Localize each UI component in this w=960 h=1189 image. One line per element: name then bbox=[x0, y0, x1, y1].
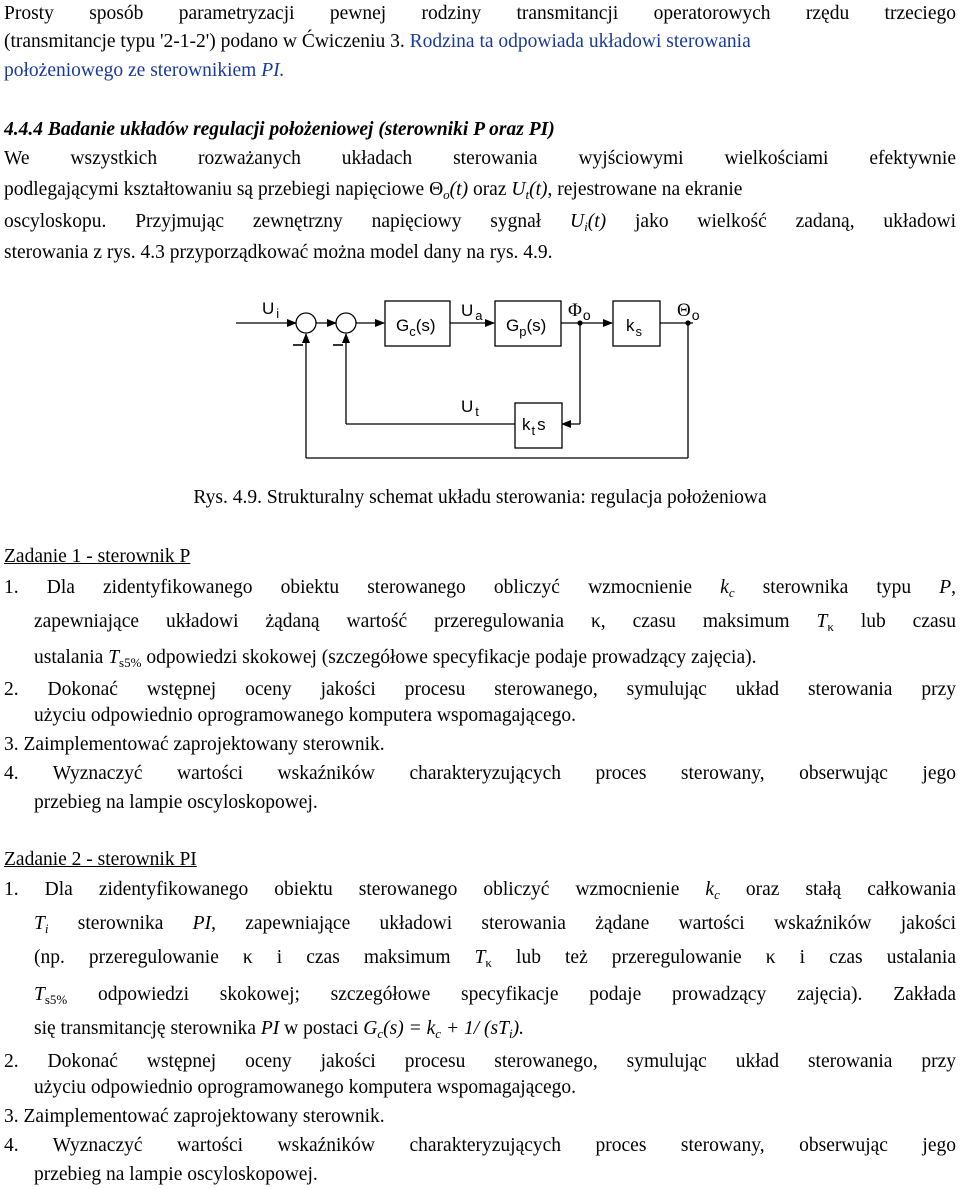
summing-junction-2 bbox=[336, 313, 356, 333]
task2-item2-line2: użyciu odpowiednio oprogramowanego komputera wspomagającego. bbox=[34, 1077, 577, 1098]
pi-controller-formula: $G_c(s) = k_c + 1/$ $(sT_i)$. bbox=[363, 1018, 524, 1041]
u-t-of-t: $U_t(t)$ bbox=[511, 179, 548, 202]
section-para-line-3: oscyloskopu. Przyjmując zewnętrzny napięciowy sygnał $U_i(t)$ jako wielkość zadaną, układowi bbox=[4, 211, 956, 234]
intro-line-2: (transmitancje typu '2-1-2') podano w Ćwiczeniu 3. Rodzina ta odpowiada układowi sterowania bbox=[4, 31, 751, 52]
u-i-of-t: $U_i(t)$ bbox=[570, 211, 607, 234]
block-diagram bbox=[0, 0, 960, 480]
task1-item2-line2: użyciu odpowiednio oprogramowanego komputera wspomagającego. bbox=[34, 705, 577, 726]
section-para-line-1: We wszystkich rozważanych układach sterowania wyjściowymi wielkościami efektywnie bbox=[4, 148, 956, 169]
task2-item1-line3: (np. przeregulowanie κ i czas maksimum $T_\kappa$ lub też przeregulowanie κ i czas ustalania bbox=[34, 947, 956, 970]
input-label: U $_i$ bbox=[262, 299, 280, 321]
task2-title: Zadanie 2 - sterownik PI bbox=[4, 849, 197, 870]
task1-item2-line1: 2. Dokonać wstępnej oceny jakości procesu sterowanego, symulując układ sterowania przy bbox=[4, 679, 956, 700]
signal-phi-label: $\Phi_o$ bbox=[568, 300, 591, 323]
intro-line-3: położeniowego ze sterownikiem PI. bbox=[4, 60, 285, 81]
task2-item1-line2: $T_i$ sterownika PI, zapewniające układowi sterowania żądane wartości wskaźników jakości bbox=[34, 913, 957, 936]
section-heading: 4.4.4 Badanie układów regulacji położeniowej (sterowniki P oraz PI) bbox=[4, 119, 555, 140]
section-para-line-4: sterowania z rys. 4.3 przyporządkować można model dany na rys. 4.9. bbox=[4, 242, 553, 263]
task2-item4-line1: 4. Wyznaczyć wartości wskaźników charakteryzujących proces sterowany, obserwując jego bbox=[4, 1135, 956, 1156]
task2-item2-line1: 2. Dokonać wstępnej oceny jakości procesu sterowanego, symulując układ sterowania przy bbox=[4, 1051, 956, 1072]
task1-item1-line2: zapewniające układowi żądaną wartość przeregulowania κ, czasu maksimum $T_\kappa$ lub czasu bbox=[34, 611, 956, 634]
section-para-line-2: podlegającymi kształtowaniu są przebiegi napięciowe $\Theta_o(t)$ oraz $U_t(t)$, rejestrowane na ekranie bbox=[4, 179, 743, 202]
block-kt-label: $k_t$ s bbox=[522, 415, 546, 438]
block-ks-label: $k_s$ bbox=[626, 316, 642, 339]
output-theta-label: $\Theta_o$ bbox=[677, 300, 700, 323]
task1-item4-line1: 4. Wyznaczyć wartości wskaźników charakteryzujących proces sterowany, obserwując jego bbox=[4, 763, 956, 784]
task2-item1-line5: się transmitancję sterownika PI w postaci $G_c(s) = k_c + 1/$ $(sT_i)$. bbox=[34, 1018, 524, 1041]
signal-ut-label: U $_t$ bbox=[461, 397, 479, 419]
block-gc-label: $G_c(s)$ bbox=[396, 316, 436, 339]
task1-item1-line3: ustalania $T_{s5\%}$ odpowiedzi skokowej (szczegółowe specyfikacje podaje prowadzący zajęcia). bbox=[34, 647, 757, 670]
signal-ua-label: U $_a$ bbox=[461, 301, 483, 323]
summing-junction-1 bbox=[296, 313, 316, 333]
task2-item1-line1: 1. Dla zidentyfikowanego obiektu sterowanego obliczyć wzmocnienie $k_c$ oraz stałą całkowania bbox=[4, 879, 956, 902]
block-gp-label: $G_p(s)$ bbox=[506, 316, 547, 339]
task2-item4-line2: przebieg na lampie oscyloskopowej. bbox=[34, 1164, 318, 1185]
theta-o-of-t: $\Theta_o(t)$ bbox=[429, 179, 469, 202]
intro-line-1: Prosty sposób parametryzacji pewnej rodziny transmitancji operatorowych rzędu trzeciego bbox=[4, 3, 956, 24]
figure-caption: Rys. 4.9. Strukturalny schemat układu sterowania: regulacja położeniowa bbox=[193, 487, 767, 508]
task1-title: Zadanie 1 - sterownik P bbox=[4, 546, 191, 567]
task1-item1-line1: 1. Dla zidentyfikowanego obiektu sterowanego obliczyć wzmocnienie $k_c$ sterownika typu P, bbox=[4, 577, 956, 600]
task2-item1-line4: $T_{s5\%}$ odpowiedzi skokowej; szczegółowe specyfikacje podaje prowadzący zajęcia). Zakłada bbox=[34, 984, 956, 1007]
task2-item3: 3. Zaimplementować zaprojektowany sterownik. bbox=[4, 1106, 385, 1127]
task1-item3: 3. Zaimplementować zaprojektowany sterownik. bbox=[4, 734, 385, 755]
task1-item4-line2: przebieg na lampie oscyloskopowej. bbox=[34, 792, 318, 813]
